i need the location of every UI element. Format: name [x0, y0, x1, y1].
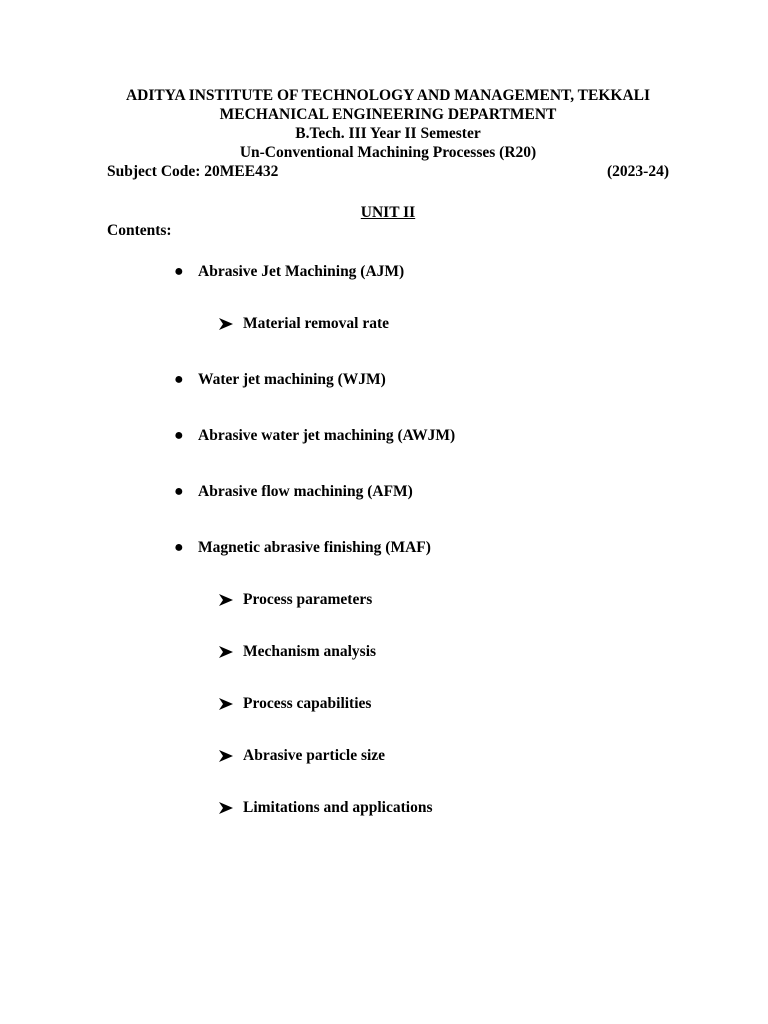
list-item — [174, 538, 431, 558]
list-item — [174, 482, 413, 502]
arrowhead-bullet-icon — [219, 802, 233, 814]
institute-name: ADITYA INSTITUTE OF TECHNOLOGY AND MANAGEMENT, TEKKALI — [125, 87, 651, 104]
sub-list-item — [243, 694, 371, 714]
sub-list-item — [243, 798, 433, 818]
program-name: B.Tech. III Year II Semester — [295, 125, 481, 142]
sub-list-item-text: Process parameters — [243, 591, 373, 608]
filled-circle-bullet-icon: ● — [174, 539, 184, 556]
sub-list-item — [243, 746, 385, 766]
filled-circle-bullet-icon: ● — [174, 263, 184, 280]
arrowhead-bullet-icon — [219, 594, 233, 606]
sub-list-item — [243, 642, 376, 662]
sub-list-item-text: Process capabilities — [243, 695, 372, 712]
subject-row — [107, 162, 669, 181]
course-name: Un-Conventional Machining Processes (R20) — [239, 144, 537, 161]
list-item-text: Abrasive water jet machining (AWJM) — [198, 427, 456, 444]
filled-circle-bullet-icon: ● — [174, 371, 184, 388]
list-item — [174, 426, 456, 446]
arrowhead-bullet-icon — [219, 698, 233, 710]
list-item-text: Magnetic abrasive finishing (MAF) — [198, 539, 431, 556]
sub-list-item-text: Abrasive particle size — [243, 747, 386, 764]
list-item-text: Abrasive flow machining (AFM) — [198, 483, 413, 500]
sub-list-item-text: Mechanism analysis — [243, 643, 377, 660]
unit-title-text: UNIT II — [360, 204, 416, 221]
subject-code: Subject Code: 20MEE432 — [107, 163, 279, 180]
sub-list-item — [243, 314, 389, 334]
sub-list-item-text: Material removal rate — [243, 315, 390, 332]
filled-circle-bullet-icon: ● — [174, 483, 184, 500]
unit-title — [107, 203, 669, 222]
academic-year: (2023-24) — [607, 163, 669, 180]
list-item-text: Water jet machining (WJM) — [198, 371, 386, 388]
sub-list-item — [243, 590, 372, 610]
filled-circle-bullet-icon: ● — [174, 427, 184, 444]
arrowhead-bullet-icon — [219, 750, 233, 762]
list-item — [174, 262, 405, 282]
arrowhead-bullet-icon — [219, 646, 233, 658]
contents-label: Contents: — [107, 222, 172, 239]
sub-list-item-text: Limitations and applications — [243, 799, 433, 816]
department-name: MECHANICAL ENGINEERING DEPARTMENT — [219, 106, 557, 123]
list-item — [174, 370, 386, 390]
document-header — [107, 86, 669, 162]
list-item-text: Abrasive Jet Machining (AJM) — [198, 263, 405, 280]
arrowhead-bullet-icon — [219, 318, 233, 330]
